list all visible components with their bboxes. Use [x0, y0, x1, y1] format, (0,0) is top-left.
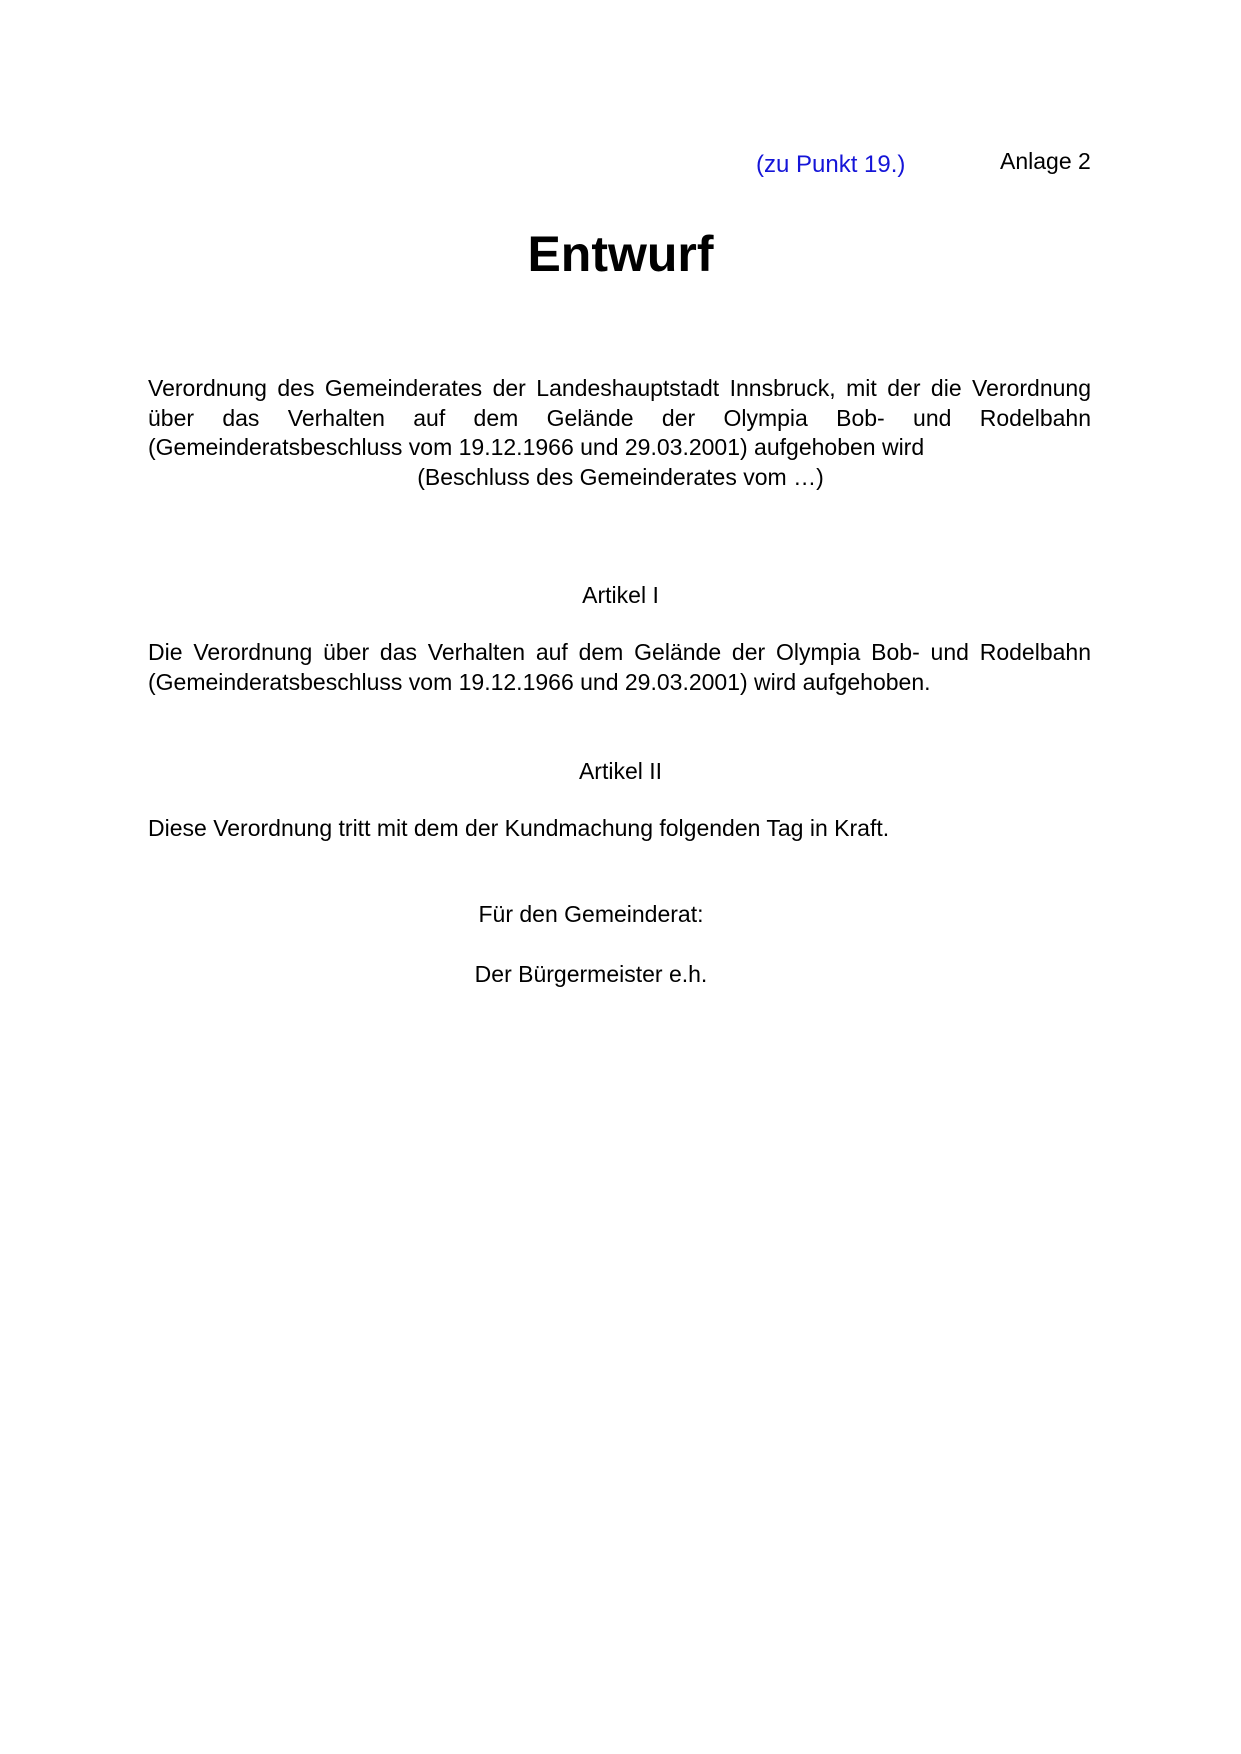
article-2-line: Diese Verordnung tritt mit dem der Kundmachung folgenden Tag in Kraft. [148, 815, 890, 841]
article-1-line: Die Verordnung über das Verhalten auf dem Gelände der Olympia Bob- und Rodelbahn [148, 639, 1091, 665]
article-1-heading: Artikel I [582, 582, 659, 608]
article-2-text [148, 814, 1091, 844]
regulation-preamble [148, 374, 1091, 463]
article-1-line: (Gemeinderatsbeschluss vom 19.12.1966 und 29.03.2001) wird aufgehoben. [148, 668, 931, 695]
document-title: Entwurf [527, 226, 714, 282]
agenda-item-reference: (zu Punkt 19.) [756, 151, 906, 178]
preamble-line: über das Verhalten auf dem Gelände der Olympia Bob- und Rodelbahn [148, 404, 1091, 431]
council-signoff: Für den Gemeinderat: [478, 901, 704, 927]
article-1-text [148, 638, 1091, 697]
article-2-heading: Artikel II [578, 758, 663, 784]
attachment-label: Anlage 2 [1000, 148, 1091, 174]
mayor-signoff: Der Bürgermeister e.h. [474, 961, 708, 987]
preamble-line: Verordnung des Gemeinderates der Landeshauptstadt Innsbruck, mit der die Verordnung [148, 375, 1091, 401]
preamble-line: (Gemeinderatsbeschluss vom 19.12.1966 und 29.03.2001) aufgehoben wird [148, 434, 925, 460]
decision-note: (Beschluss des Gemeinderates vom …) [417, 464, 824, 490]
